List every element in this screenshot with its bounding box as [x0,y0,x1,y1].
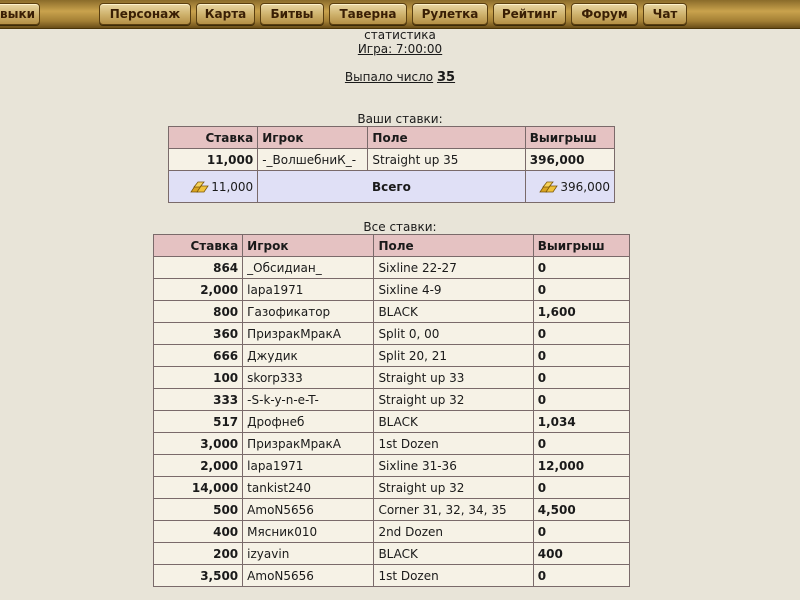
column-header-stake: Ставка [169,127,258,149]
table-row [154,301,630,323]
column-header-field: Поле [368,127,525,149]
bet-stake: 333 [154,389,243,411]
bet-field: 2nd Dozen [374,521,533,543]
bet-field: Sixline 31-36 [374,455,533,477]
bet-field: Straight up 32 [374,389,533,411]
bet-stake: 2,000 [154,455,243,477]
bet-stake: 800 [154,301,243,323]
table-row [154,499,630,521]
dropped-number-line [0,70,800,85]
bet-stake: 864 [154,257,243,279]
bet-win: 1,034 [533,411,629,433]
bet-stake: 400 [154,521,243,543]
bet-player: Газофикатор [243,301,374,323]
bet-stake: 11,000 [169,149,258,171]
bet-stake: 500 [154,499,243,521]
table-row [154,411,630,433]
column-header-win: Выигрыш [533,235,629,257]
bet-field: Straight up 33 [374,367,533,389]
bet-stake: 2,000 [154,279,243,301]
all-bets-title: Все ставки: [363,220,437,234]
table-row [154,455,630,477]
bet-win: 0 [533,389,629,411]
bet-field: BLACK [374,543,533,565]
table-row [169,149,615,171]
total-label: Всего [258,171,526,203]
table-row [154,279,630,301]
bet-field: Corner 31, 32, 34, 35 [374,499,533,521]
table-row [154,521,630,543]
your-bets-title: Ваши ставки: [357,112,443,126]
menu-rating-button[interactable]: Рейтинг [493,3,566,25]
bet-stake: 3,000 [154,433,243,455]
column-header-player: Игрок [258,127,368,149]
table-row [154,477,630,499]
bet-win: 0 [533,433,629,455]
bet-field: 1st Dozen [374,433,533,455]
bet-player: -_ВолшебниК_- [258,149,368,171]
bet-player: ПризракМракА [243,433,374,455]
bet-win: 0 [533,367,629,389]
bet-player: Мясник010 [243,521,374,543]
top-menu-bar [0,0,800,29]
bet-player: ПризракМракА [243,323,374,345]
table-row [154,433,630,455]
dropped-label: Выпало число [344,70,434,84]
bet-win: 0 [533,345,629,367]
menu-tavern-button[interactable]: Таверна [329,3,407,25]
table-row [154,345,630,367]
bet-player: lapa1971 [243,279,374,301]
bet-stake: 666 [154,345,243,367]
bet-field: Split 0, 00 [374,323,533,345]
bet-stake: 360 [154,323,243,345]
table-row [154,257,630,279]
total-stake-cell [169,171,258,203]
bet-win: 12,000 [533,455,629,477]
bet-stake: 200 [154,543,243,565]
table-header-row [154,235,630,257]
bet-field: 1st Dozen [374,565,533,587]
column-header-field: Поле [374,235,533,257]
bet-player: tankist240 [243,477,374,499]
bet-field: Sixline 4-9 [374,279,533,301]
bet-field: Straight up 35 [368,149,525,171]
bet-player: skorp333 [243,367,374,389]
bet-player: _Обсидиан_ [243,257,374,279]
bet-player: AmoN5656 [243,565,374,587]
bet-stake: 517 [154,411,243,433]
menu-battles-button[interactable]: Битвы [260,3,324,25]
bet-stake: 3,500 [154,565,243,587]
bet-field: Split 20, 21 [374,345,533,367]
bet-player: AmoN5656 [243,499,374,521]
bet-stake: 14,000 [154,477,243,499]
gold-bars-icon [538,181,558,193]
table-header-row [169,127,615,149]
bet-win: 0 [533,257,629,279]
bet-win: 0 [533,477,629,499]
bet-win: 0 [533,521,629,543]
bet-player: lapa1971 [243,455,374,477]
bet-player: Джудик [243,345,374,367]
bet-player: -S-k-y-n-e-T- [243,389,374,411]
bet-field: BLACK [374,411,533,433]
table-row [154,543,630,565]
bet-win: 1,600 [533,301,629,323]
bet-field: Sixline 22-27 [374,257,533,279]
column-header-player: Игрок [243,235,374,257]
dropped-number: 35 [436,70,456,85]
bet-win: 0 [533,279,629,301]
column-header-win: Выигрыш [525,127,614,149]
bet-field: Straight up 32 [374,477,533,499]
bet-win: 396,000 [525,149,614,171]
menu-map-button[interactable]: Карта [196,3,255,25]
menu-forum-button[interactable]: Форум [571,3,638,25]
total-win-cell [525,171,614,203]
all-bets-table [153,234,630,587]
table-row [154,323,630,345]
your-bets-table [168,126,615,203]
menu-skills-button[interactable]: выки [0,3,40,25]
total-row [169,171,615,203]
total-win-value: 396,000 [560,179,610,194]
bet-player: izyavin [243,543,374,565]
column-header-stake: Ставка [154,235,243,257]
table-row [154,565,630,587]
bet-win: 400 [533,543,629,565]
menu-chat-button[interactable]: Чат [643,3,687,25]
gold-bars-icon [189,181,209,193]
bet-stake: 100 [154,367,243,389]
game-time-link-wrap [0,42,800,56]
bet-player: Дрофнеб [243,411,374,433]
bet-field: BLACK [374,301,533,323]
menu-roulette-button[interactable]: Рулетка [412,3,488,25]
total-stake-value: 11,000 [211,179,254,194]
menu-character-button[interactable]: Персонаж [99,3,191,25]
table-row [154,367,630,389]
stats-title: статистика [364,28,436,42]
table-row [154,389,630,411]
bet-win: 4,500 [533,499,629,521]
bet-win: 0 [533,565,629,587]
bet-win: 0 [533,323,629,345]
game-time-link[interactable]: Игра: 7:00:00 [357,42,443,56]
